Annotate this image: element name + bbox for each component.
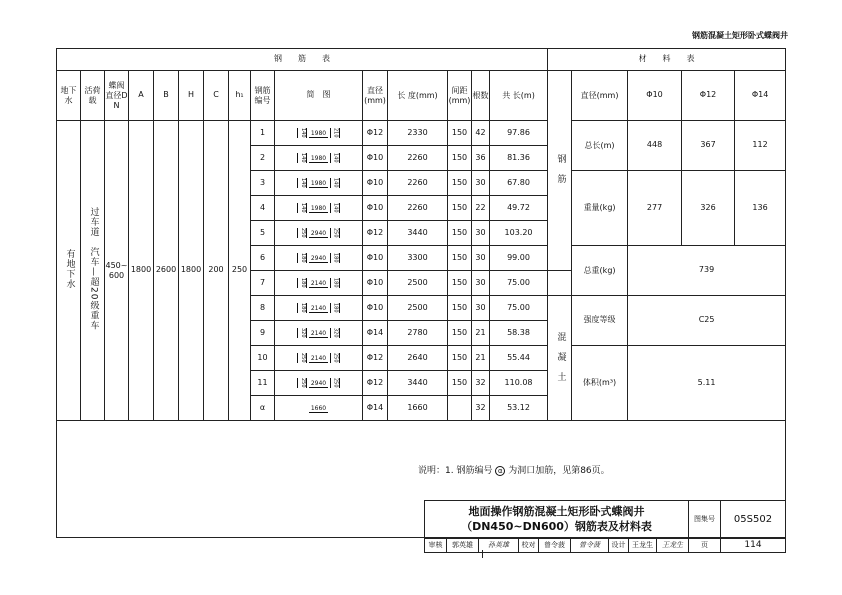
bar-sketch: 250 2940 250	[275, 221, 363, 246]
bar-total-length: 55.44	[490, 346, 548, 371]
mat-total-length-12: 367	[682, 121, 735, 171]
bar-length: 2260	[388, 171, 448, 196]
bar-count: 36	[472, 146, 490, 171]
note-suffix: 为洞口加筋，见第86页。	[508, 466, 610, 476]
bar-no: 3	[251, 171, 275, 196]
bar-count: 30	[472, 171, 490, 196]
note-prefix: 说明：1. 钢筋编号	[418, 466, 493, 476]
bar-length: 2330	[388, 121, 448, 146]
page-label: 页	[689, 539, 721, 553]
bar-spacing: 150	[448, 246, 472, 271]
bar-diameter: Φ10	[363, 171, 388, 196]
bar-sketch: 140 1980 210	[275, 121, 363, 146]
bar-spacing: 150	[448, 321, 472, 346]
bar-no: 1	[251, 121, 275, 146]
rebar-table-title: 钢 筋 表	[57, 49, 548, 71]
bar-sketch: 1660	[275, 396, 363, 421]
drawing-title-line-2: （DN450~DN600）钢筋表及材料表	[461, 519, 652, 533]
bar-no: 6	[251, 246, 275, 271]
bar-total-length: 99.00	[490, 246, 548, 271]
bar-total-length: 67.80	[490, 171, 548, 196]
cfg-groundwater: 有地下水	[57, 121, 81, 421]
bar-count: 30	[472, 271, 490, 296]
mat-weight-12: 326	[682, 171, 735, 246]
bar-diameter: Φ10	[363, 146, 388, 171]
bar-count: 32	[472, 396, 490, 421]
cfg-valve-dn: 450~600	[105, 121, 129, 421]
col-load: 活荷载	[81, 71, 105, 121]
mat-total-length-10: 448	[628, 121, 682, 171]
drawing-title-line-1: 地面操作钢筋混凝土矩形卧式蝶阀井	[468, 505, 645, 519]
bar-total-length: 75.00	[490, 271, 548, 296]
col-bar-no: 钢筋编号	[251, 71, 275, 121]
bar-total-length: 53.12	[490, 396, 548, 421]
bar-diameter: Φ12	[363, 221, 388, 246]
bar-no: 8	[251, 296, 275, 321]
cfg-b: 2600	[154, 121, 179, 421]
checker-name: 曾令菠	[539, 539, 571, 553]
bar-no: 7	[251, 271, 275, 296]
bar-diameter: Φ12	[363, 121, 388, 146]
bar-no: 5	[251, 221, 275, 246]
bar-spacing: 150	[448, 371, 472, 396]
bar-length: 2500	[388, 271, 448, 296]
atlas-number: 05S502	[721, 501, 786, 539]
mat-volume-label: 体积(m³)	[572, 346, 628, 421]
bar-sketch: 180 2140 180	[275, 271, 363, 296]
bar-diameter: Φ14	[363, 396, 388, 421]
bar-spacing: 150	[448, 346, 472, 371]
checker-signature: 曾令菠	[571, 539, 609, 553]
bar-spacing: 150	[448, 146, 472, 171]
bar-spacing: 150	[448, 196, 472, 221]
bar-count: 30	[472, 246, 490, 271]
mat-diameter-10: Φ10	[628, 71, 682, 121]
bar-spacing: 150	[448, 271, 472, 296]
bar-no: 4	[251, 196, 275, 221]
bar-no: 10	[251, 346, 275, 371]
bar-no: 9	[251, 321, 275, 346]
mat-diameter-label: 直径(mm)	[572, 71, 628, 121]
bar-spacing: 150	[448, 221, 472, 246]
col-length: 长 度(mm)	[388, 71, 448, 121]
page-number: 114	[721, 539, 786, 553]
mat-weight-10: 277	[628, 171, 682, 246]
steel-group-label: 钢 筋	[548, 71, 572, 271]
mat-total-weight-label: 总重(kg)	[572, 246, 628, 296]
circled-bar-mark: α	[495, 466, 505, 476]
col-c: C	[204, 71, 229, 121]
bar-sketch: 140 1980 140	[275, 196, 363, 221]
bar-total-length: 75.00	[490, 296, 548, 321]
bar-length: 1660	[388, 396, 448, 421]
bar-diameter: Φ10	[363, 271, 388, 296]
mat-weight-label: 重量(kg)	[572, 171, 628, 246]
bar-no: 2	[251, 146, 275, 171]
drawing-note	[418, 463, 610, 476]
bar-diameter: Φ10	[363, 296, 388, 321]
bar-spacing: 150	[448, 121, 472, 146]
col-valve-dn: 蝶阀直径DN	[105, 71, 129, 121]
bar-sketch: 180 2940 180	[275, 246, 363, 271]
mat-strength-label: 强度等级	[572, 296, 628, 346]
bar-count: 30	[472, 296, 490, 321]
col-sketch: 简 图	[275, 71, 363, 121]
bar-diameter: Φ10	[363, 196, 388, 221]
bar-total-length: 103.20	[490, 221, 548, 246]
design-label: 设计	[609, 539, 629, 553]
mat-total-weight: 739	[628, 246, 786, 296]
bar-count: 22	[472, 196, 490, 221]
bar-length: 2260	[388, 196, 448, 221]
bar-sketch: 250 2940 250	[275, 371, 363, 396]
bar-total-length: 97.86	[490, 121, 548, 146]
col-b: B	[154, 71, 179, 121]
bar-length: 2640	[388, 346, 448, 371]
reviewer-signature: 孙英雄	[479, 539, 519, 553]
bar-count: 21	[472, 321, 490, 346]
designer-signature: 王龙生	[657, 539, 689, 553]
cfg-load: 过车道 汽车—超20级重车	[81, 121, 105, 421]
atlas-label: 图集号	[689, 501, 721, 539]
bar-length: 3440	[388, 371, 448, 396]
bar-length: 2260	[388, 146, 448, 171]
bar-count: 21	[472, 346, 490, 371]
title-block	[424, 500, 786, 553]
reviewer-name: 郭英雄	[447, 539, 479, 553]
bar-diameter: Φ10	[363, 246, 388, 271]
col-spacing: 间距(mm)	[448, 71, 472, 121]
bar-total-length: 58.38	[490, 321, 548, 346]
col-diameter: 直径(mm)	[363, 71, 388, 121]
col-count: 根数	[472, 71, 490, 121]
bar-count: 32	[472, 371, 490, 396]
bar-no: α	[251, 396, 275, 421]
bar-total-length: 49.72	[490, 196, 548, 221]
cfg-a: 1800	[129, 121, 154, 421]
fold-mark	[482, 550, 483, 558]
mat-total-length-14: 112	[735, 121, 786, 171]
concrete-group-label: 混 凝 土	[548, 296, 572, 421]
review-label: 审核	[425, 539, 447, 553]
mat-diameter-14: Φ14	[735, 71, 786, 121]
bar-sketch: 250 2140 250	[275, 346, 363, 371]
bar-spacing: 150	[448, 171, 472, 196]
bar-sketch: 320 2140 320	[275, 321, 363, 346]
bar-total-length: 110.08	[490, 371, 548, 396]
mat-strength: C25	[628, 296, 786, 346]
cfg-h1: 250	[229, 121, 251, 421]
col-total-length: 共 长(m)	[490, 71, 548, 121]
bar-length: 2500	[388, 296, 448, 321]
cfg-c: 200	[204, 121, 229, 421]
mat-weight-14: 136	[735, 171, 786, 246]
drawing-title	[425, 501, 689, 539]
bar-length: 3300	[388, 246, 448, 271]
bar-no: 11	[251, 371, 275, 396]
cfg-h: 1800	[179, 121, 204, 421]
mat-volume: 5.11	[628, 346, 786, 421]
bar-count: 42	[472, 121, 490, 146]
bar-diameter: Φ14	[363, 321, 388, 346]
bar-sketch: 180 2140 180	[275, 296, 363, 321]
material-table-title: 材 料 表	[548, 49, 786, 71]
mat-diameter-12: Φ12	[682, 71, 735, 121]
bar-diameter: Φ12	[363, 371, 388, 396]
col-a: A	[129, 71, 154, 121]
check-label: 校对	[519, 539, 539, 553]
mat-total-length-label: 总长(m)	[572, 121, 628, 171]
drawing-header: 钢筋混凝土矩形卧式蝶阀井	[692, 31, 788, 40]
col-groundwater: 地下水	[57, 71, 81, 121]
col-h: H	[179, 71, 204, 121]
bar-sketch: 140 1980 140	[275, 171, 363, 196]
bar-total-length: 81.36	[490, 146, 548, 171]
bar-sketch: 140 1980 140	[275, 146, 363, 171]
bar-spacing	[448, 396, 472, 421]
bar-diameter: Φ12	[363, 346, 388, 371]
designer-name: 王龙生	[629, 539, 657, 553]
bar-length: 3440	[388, 221, 448, 246]
bar-count: 30	[472, 221, 490, 246]
col-h1: h₁	[229, 71, 251, 121]
bar-length: 2780	[388, 321, 448, 346]
bar-spacing: 150	[448, 296, 472, 321]
